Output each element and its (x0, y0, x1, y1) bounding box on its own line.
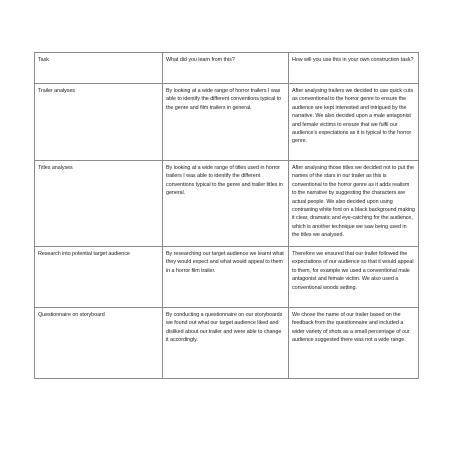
task-cell: Research into potential target audience (35, 247, 163, 308)
task-cell: Questionnaire on storyboard (35, 308, 163, 379)
task-cell: Titles analyses (35, 161, 163, 247)
learned-cell: By researching our target audience we learnt what they would expect and what would appeal to them in a horror film trailer. (163, 247, 289, 308)
task-cell: Trailer analyses (35, 84, 163, 161)
use-cell: After analysing those titles we decided not to put the names of the stars in our trailer as this is conventional to the horror genre as it adds realism to the narrative by suggesting the characters are actual people. We also decided upon using contrasting white font on a black background making it clear, dramatic and eye-catching for the audience, which is another technique we saw being used in the titles we analysed. (289, 161, 419, 247)
header-use: How will you use this in your own construction task? (289, 53, 419, 84)
use-cell: After analysing trailers we decided to use quick cuts as conventional to the horror genre to ensure the audience are kept interested and intrigued by the narrative. We also decided upon a male antagonist and female victims to ensure that we fulfil our audience’s expectations as it is typical to the horror genre. (289, 84, 419, 161)
header-learned: What did you learn from this? (163, 53, 289, 84)
learned-cell: By looking at a wide range of titles used in horror trailers I was able to identify the different conventions typical to the genre and trailer titles in general. (163, 161, 289, 247)
table-row (35, 84, 419, 161)
table-row (35, 161, 419, 247)
evaluation-table (34, 52, 419, 379)
table-row (35, 308, 419, 379)
learned-cell: By conducting a questionnaire on our storyboards we found out what our target audience liked and disliked about our trailer and were able to change it accordingly. (163, 308, 289, 379)
learned-cell: By looking at a wide range of horror trailers I was able to identify the different conventions typical to the genre and film trailers in general. (163, 84, 289, 161)
header-task: Task (35, 53, 163, 84)
use-cell: Therefore we ensured that our trailer followed the expectations of our audience so that it would appeal to them, for example we used a conventional male antagonist and female victim. We also used a conventional woods setting. (289, 247, 419, 308)
use-cell: We chose the name of our trailer based on the feedback from the questionnaire and included a wider variety of shots as a small percentage of our audience suggested there was not a wide range. (289, 308, 419, 379)
table-header-row (35, 53, 419, 84)
table-row (35, 247, 419, 308)
